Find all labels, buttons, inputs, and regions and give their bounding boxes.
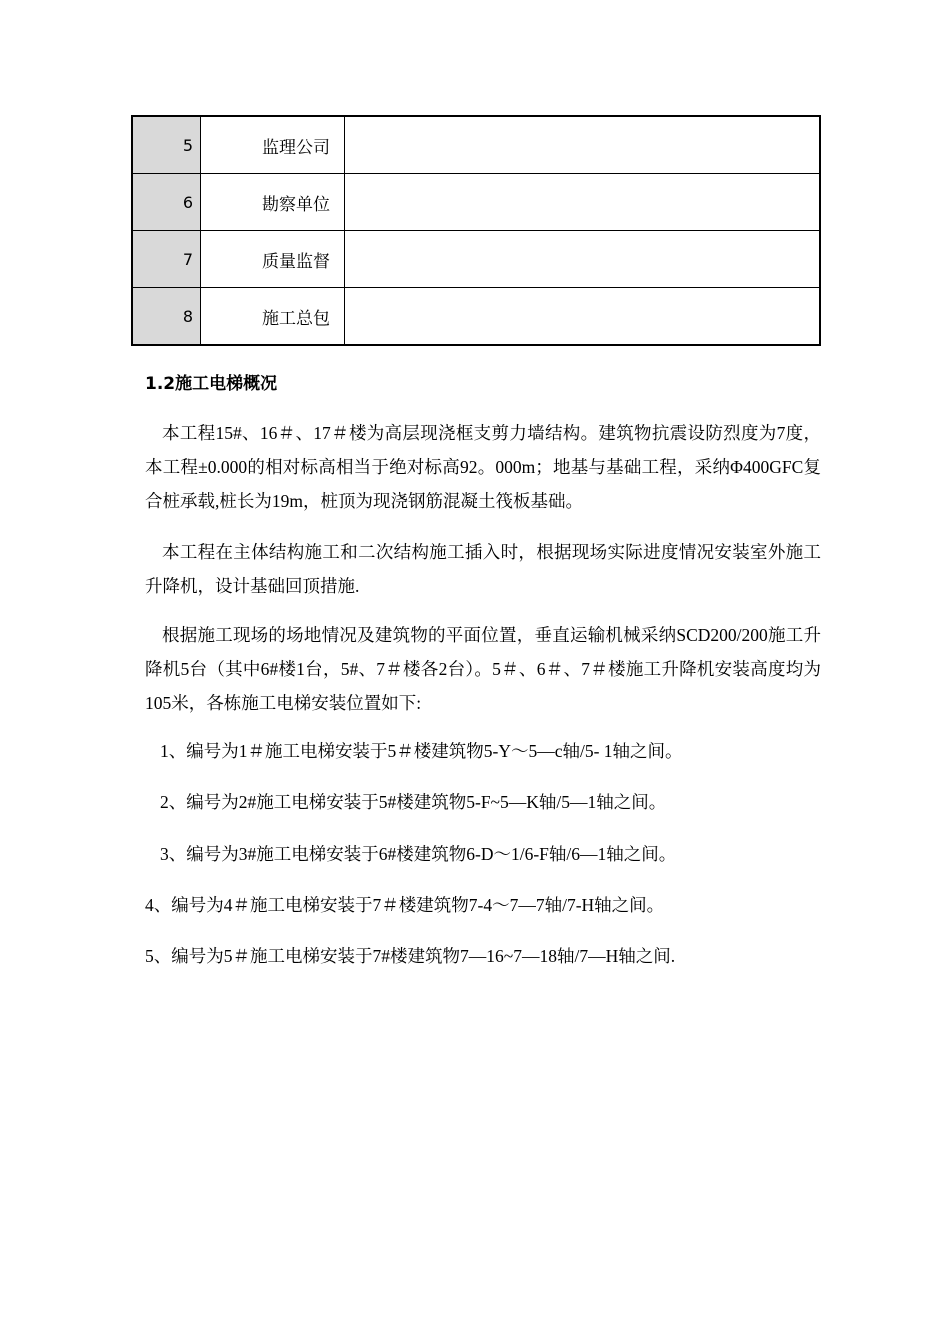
row-number: 7 <box>132 231 201 288</box>
row-value <box>345 231 821 288</box>
list-item: 5、编号为5＃施工电梯安装于7#楼建筑物7—16~7—18轴/7—H轴之间. <box>145 946 676 966</box>
row-number: 5 <box>132 116 201 174</box>
row-label: 施工总包 <box>201 288 345 346</box>
paragraph-hoists: 根据施工现场的场地情况及建筑物的平面位置，垂直运输机械采纳SCD200/200施工升降机5台（其中6#楼1台，5#、7＃楼各2台）。5＃、6＃、7＃楼施工升降机安装高度均为105米，各栋施工电梯安装位置如下: <box>145 625 821 713</box>
table-row <box>132 288 820 346</box>
row-value <box>345 174 821 231</box>
paragraph-overview: 本工程15#、16＃、17＃楼为高层现浇框支剪力墙结构。建筑物抗震设防烈度为7度，本工程±0.000的相对标高相当于绝对标高92。000m；地基与基础工程，采纳Φ400GFC复合桩承载,桩长为19m，桩顶为现浇钢筋混凝土筏板基础。 <box>145 423 821 511</box>
row-number: 6 <box>132 174 201 231</box>
row-value <box>345 288 821 346</box>
table-row <box>132 174 820 231</box>
list-item: 1、编号为1＃施工电梯安装于5＃楼建筑物5-Y～5—c轴/5- 1轴之间。 <box>160 741 683 761</box>
row-label: 监理公司 <box>201 116 345 174</box>
table-row <box>132 116 820 174</box>
paragraph-installation: 本工程在主体结构施工和二次结构施工插入时，根据现场实际进度情况安装室外施工升降机，设计基础回顶措施. <box>145 542 821 596</box>
list-item: 3、编号为3#施工电梯安装于6#楼建筑物6-D～1/6-F轴/6—1轴之间。 <box>160 844 677 864</box>
project-parties-table <box>131 115 821 346</box>
table-row <box>132 231 820 288</box>
list-item: 2、编号为2#施工电梯安装于5#楼建筑物5-F~5—K轴/5—1轴之间。 <box>160 792 667 812</box>
list-item: 4、编号为4＃施工电梯安装于7＃楼建筑物7-4～7—7轴/7-H轴之间。 <box>145 895 665 915</box>
section-heading: 1.2施工电梯概况 <box>145 374 278 394</box>
row-label: 勘察单位 <box>201 174 345 231</box>
row-label: 质量监督 <box>201 231 345 288</box>
row-value <box>345 116 821 174</box>
row-number: 8 <box>132 288 201 346</box>
